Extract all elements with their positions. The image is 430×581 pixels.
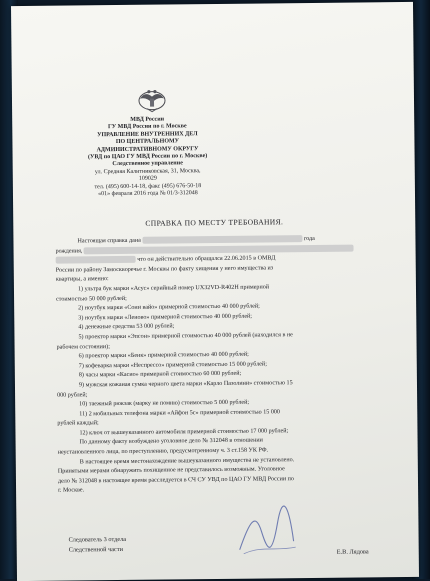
signature-block — [69, 535, 127, 556]
header-line: ул. Средняя Калитниковская, 31, Москва, — [94, 167, 201, 176]
signer-name: Е.В. Лядова — [336, 548, 369, 556]
body-line: России по району Замоскворечье г. Москвы по факту хищения у него имущества из — [55, 265, 274, 274]
body-line: 3) ноутбук марки «Леново» примерной стоимостью 40 000 рублей; — [78, 313, 253, 322]
body-line: 11) 2 мобильных телефона марки «Айфон 5с» примерной стоимостью 15 000 — [79, 409, 281, 418]
body-line: 8) часы марки «Касио» примерной стоимостью 60 000 рублей; — [78, 371, 242, 379]
body-line: г. Москве. — [58, 487, 85, 495]
body-line: 12) ключ от вышеуказанного автомобиля примерной стоимостью 17 000 рублей; — [79, 428, 289, 437]
body-line: рублей каждый; — [57, 420, 99, 427]
eagle-emblem-icon — [137, 84, 167, 114]
header-line: МВД России — [130, 116, 165, 123]
intro-line: что он действительно обращался 22.06.2015 в ОМВД — [56, 253, 386, 266]
header-line: тел. (495) 600-14-18, факс (495) 676-50-18 — [94, 182, 202, 190]
intro-line: рождения, — [56, 244, 386, 257]
body-line: 2) ноутбук марки «Сони вайо» примерной стоимостью 40 000 рублей; — [78, 303, 260, 312]
header-line: УПРАВЛЕНИЕ ВНУТРЕННИХ ДЕЛ — [97, 130, 198, 139]
body-line: По данному факту возбуждено уголовное дело № 312048 в отношении — [79, 437, 263, 446]
intro-line: Настоящая справка дана года — [77, 235, 315, 245]
header-line: ПО ЦЕНТРАЛЬНОМУ — [115, 138, 180, 146]
document-title: СПРАВКА ПО МЕСТУ ТРЕБОВАНИЯ. — [145, 217, 284, 228]
body-line: 6) проектор марки «Бенк» примерной стоимостью 40 000 рублей; — [78, 351, 249, 360]
redacted-name — [142, 235, 302, 244]
body-line: 1) ультра бук марки «Асус» серийный номер UX32VD-R402H примерной — [77, 284, 270, 293]
body-line: стоимостью 50 000 рублей; — [56, 295, 127, 303]
body-line: рабочем состоянии); — [56, 343, 110, 351]
body-line: 10) таежный рюкзак (марку не помню) стоимостью 5 000 рублей; — [79, 399, 250, 408]
body-line: 5) проектор марки «Эпсон» примерной стоимостью 40 000 рублей (находился в не — [78, 332, 293, 341]
body-line: Принятыми мерами обнаружить похищенное не представилось возможным. Уголовное — [57, 466, 285, 475]
body-line: дело № 312048 в настоящее время расследуется в СЧ СУ УВД по ЦАО ГУ МВД России по — [57, 476, 294, 485]
redacted-address — [56, 256, 136, 264]
letterhead — [52, 116, 243, 199]
signature-icon — [231, 501, 302, 562]
header-line: ГУ МВД России по г. Москве — [107, 123, 187, 131]
body-line: 9) мужская кожаная сумка черного цвета марки «Карло Пазолини» стоимостью 15 — [78, 380, 293, 389]
body-line: 7) кофеварка марки «Неспрессо» примерной стоимостью 15 000 рублей; — [78, 361, 267, 370]
document-body — [55, 234, 388, 496]
signer-position: Следователь 3 отдела — [68, 535, 127, 544]
body-line: 000 рублей; — [57, 391, 88, 399]
body-line: квартиры, а именно: — [55, 276, 109, 284]
header-line: АДМИНИСТРАТИВНОМУ ОКРУГУ — [96, 145, 199, 153]
header-line: 109029 — [138, 175, 157, 183]
header-line: Следственное управление — [112, 160, 183, 168]
body-line: В настоящее время местонахождение вышеуказанного имущества не установлено. — [79, 456, 295, 466]
header-line: (УВД по ЦАО ГУ МВД России по г. Москве) — [87, 153, 208, 161]
body-line: 4) денежные средства 53 000 рублей; — [78, 323, 175, 331]
signer-department: Следственной части — [68, 545, 123, 554]
header-line: «01» февраля 2016 года № 01/3-312048 — [98, 190, 198, 198]
document-paper — [11, 2, 419, 581]
body-line: неустановленного лица, по преступлению, предусмотренному ч. 3 ст.158 УК РФ. — [57, 447, 269, 456]
